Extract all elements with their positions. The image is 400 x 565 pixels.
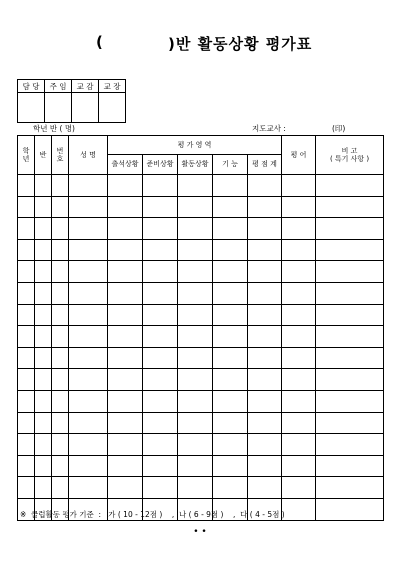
- evaluation-table: [17, 135, 384, 521]
- table-cell[interactable]: [143, 261, 178, 283]
- table-cell[interactable]: [108, 304, 143, 326]
- table-cell[interactable]: [69, 196, 108, 218]
- table-cell[interactable]: [178, 455, 213, 477]
- table-cell[interactable]: [69, 369, 108, 391]
- table-cell[interactable]: [52, 304, 69, 326]
- table-cell[interactable]: [108, 369, 143, 391]
- table-cell[interactable]: [35, 239, 52, 261]
- table-cell[interactable]: [316, 434, 384, 456]
- page-marker: • •: [193, 527, 207, 537]
- table-cell[interactable]: [108, 218, 143, 240]
- table-cell[interactable]: [248, 282, 282, 304]
- table-cell[interactable]: [248, 477, 282, 499]
- table-row: [18, 282, 384, 304]
- table-cell[interactable]: [35, 390, 52, 412]
- table-cell[interactable]: [143, 477, 178, 499]
- table-cell[interactable]: [143, 196, 178, 218]
- table-cell[interactable]: [248, 239, 282, 261]
- table-cell[interactable]: [316, 477, 384, 499]
- table-cell[interactable]: [213, 434, 248, 456]
- table-cell[interactable]: [282, 347, 316, 369]
- table-row: [18, 239, 384, 261]
- table-cell[interactable]: [282, 218, 316, 240]
- table-cell[interactable]: [69, 434, 108, 456]
- table-cell[interactable]: [178, 239, 213, 261]
- table-cell[interactable]: [52, 261, 69, 283]
- table-cell[interactable]: [213, 218, 248, 240]
- table-cell[interactable]: [248, 218, 282, 240]
- table-cell[interactable]: [213, 326, 248, 348]
- table-cell[interactable]: [18, 326, 35, 348]
- table-cell[interactable]: [52, 455, 69, 477]
- table-cell[interactable]: [143, 434, 178, 456]
- table-cell[interactable]: [248, 326, 282, 348]
- table-cell[interactable]: [248, 304, 282, 326]
- table-cell[interactable]: [316, 390, 384, 412]
- table-row: [18, 477, 384, 499]
- table-cell[interactable]: [143, 304, 178, 326]
- table-cell[interactable]: [213, 196, 248, 218]
- table-cell[interactable]: [282, 304, 316, 326]
- table-cell[interactable]: [52, 326, 69, 348]
- table-cell[interactable]: [248, 261, 282, 283]
- table-cell[interactable]: [178, 477, 213, 499]
- table-row: [18, 261, 384, 283]
- header-class: 반: [35, 136, 52, 175]
- table-cell[interactable]: [69, 239, 108, 261]
- table-cell[interactable]: [108, 347, 143, 369]
- table-cell[interactable]: [178, 347, 213, 369]
- teacher-label: 지도교사 :: [252, 124, 286, 133]
- table-cell[interactable]: [213, 304, 248, 326]
- table-cell[interactable]: [35, 455, 52, 477]
- table-cell[interactable]: [35, 326, 52, 348]
- title-text: )반 활동상황 평가표: [168, 35, 313, 53]
- table-cell[interactable]: [178, 326, 213, 348]
- table-cell[interactable]: [35, 282, 52, 304]
- table-cell[interactable]: [18, 455, 35, 477]
- approval-sign-cell[interactable]: [99, 93, 126, 123]
- table-cell[interactable]: [18, 347, 35, 369]
- approval-header-manager: 담 당: [18, 80, 45, 93]
- table-cell[interactable]: [316, 175, 384, 197]
- table-cell[interactable]: [35, 175, 52, 197]
- table-row: [18, 455, 384, 477]
- table-cell[interactable]: [108, 175, 143, 197]
- table-cell[interactable]: [282, 196, 316, 218]
- table-cell[interactable]: [108, 390, 143, 412]
- table-cell[interactable]: [143, 218, 178, 240]
- table-cell[interactable]: [69, 412, 108, 434]
- table-cell[interactable]: [35, 412, 52, 434]
- table-cell[interactable]: [52, 218, 69, 240]
- header-preparation: 준비상황: [143, 155, 178, 175]
- table-cell[interactable]: [178, 390, 213, 412]
- table-cell[interactable]: [248, 455, 282, 477]
- table-cell[interactable]: [316, 304, 384, 326]
- header-eval-area: 평 가 영 역: [108, 136, 282, 155]
- table-cell[interactable]: [316, 261, 384, 283]
- approval-sign-cell[interactable]: [45, 93, 72, 123]
- table-cell[interactable]: [248, 347, 282, 369]
- header-number: 번 호: [52, 136, 69, 175]
- table-row: [18, 304, 384, 326]
- table-cell[interactable]: [178, 369, 213, 391]
- table-cell[interactable]: [282, 282, 316, 304]
- table-row: [18, 196, 384, 218]
- header-name: 성 명: [69, 136, 108, 175]
- table-cell[interactable]: [35, 369, 52, 391]
- approval-box: [17, 79, 126, 123]
- header-attendance: 출석상황: [108, 155, 143, 175]
- table-cell[interactable]: [52, 390, 69, 412]
- table-cell[interactable]: [282, 175, 316, 197]
- table-cell[interactable]: [316, 196, 384, 218]
- table-row: [18, 175, 384, 197]
- table-cell[interactable]: [213, 412, 248, 434]
- table-cell[interactable]: [178, 261, 213, 283]
- table-cell[interactable]: [143, 239, 178, 261]
- table-cell[interactable]: [69, 326, 108, 348]
- header-activity: 활동상황: [178, 155, 213, 175]
- table-cell[interactable]: [52, 412, 69, 434]
- table-row: [18, 369, 384, 391]
- table-cell[interactable]: [69, 347, 108, 369]
- table-cell[interactable]: [213, 477, 248, 499]
- table-cell[interactable]: [69, 175, 108, 197]
- table-cell[interactable]: [18, 261, 35, 283]
- table-cell[interactable]: [108, 477, 143, 499]
- table-cell[interactable]: [69, 455, 108, 477]
- table-cell[interactable]: [52, 434, 69, 456]
- table-cell[interactable]: [213, 282, 248, 304]
- table-cell[interactable]: [178, 175, 213, 197]
- table-cell[interactable]: [282, 390, 316, 412]
- table-cell[interactable]: [316, 369, 384, 391]
- seal-mark: (印): [332, 124, 346, 133]
- header-remark: 비 고 ( 특기 사항 ): [316, 136, 384, 175]
- table-cell[interactable]: [213, 239, 248, 261]
- table-cell[interactable]: [282, 369, 316, 391]
- table-cell[interactable]: [316, 282, 384, 304]
- table-cell[interactable]: [35, 477, 52, 499]
- table-cell[interactable]: [316, 412, 384, 434]
- table-cell[interactable]: [282, 326, 316, 348]
- table-cell[interactable]: [316, 347, 384, 369]
- table-cell[interactable]: [108, 455, 143, 477]
- table-cell[interactable]: [178, 196, 213, 218]
- table-cell[interactable]: [248, 390, 282, 412]
- table-row: [18, 347, 384, 369]
- table-cell[interactable]: [316, 326, 384, 348]
- table-cell[interactable]: [108, 239, 143, 261]
- table-cell[interactable]: [316, 218, 384, 240]
- table-cell[interactable]: [108, 326, 143, 348]
- evaluation-criteria-note: ※ 클럽활동 평가 기준 : 가 ( 10 - 12점 ) , 나 ( 6 - 9점 ) , 다 ( 4 - 5점 ): [20, 510, 285, 519]
- table-cell[interactable]: [69, 390, 108, 412]
- header-skill: 기 능: [213, 155, 248, 175]
- table-cell[interactable]: [213, 175, 248, 197]
- table-cell[interactable]: [35, 434, 52, 456]
- table-cell[interactable]: [143, 455, 178, 477]
- table-cell[interactable]: [178, 218, 213, 240]
- table-cell[interactable]: [35, 196, 52, 218]
- table-cell[interactable]: [52, 196, 69, 218]
- table-cell[interactable]: [213, 261, 248, 283]
- table-cell[interactable]: [248, 434, 282, 456]
- table-cell[interactable]: [69, 218, 108, 240]
- table-cell[interactable]: [213, 369, 248, 391]
- table-cell[interactable]: [282, 261, 316, 283]
- table-cell[interactable]: [35, 261, 52, 283]
- table-cell[interactable]: [18, 412, 35, 434]
- table-cell[interactable]: [108, 434, 143, 456]
- table-cell[interactable]: [18, 218, 35, 240]
- table-cell[interactable]: [18, 304, 35, 326]
- title-open-paren: (: [96, 33, 104, 51]
- approval-sign-cell[interactable]: [18, 93, 45, 123]
- approval-sign-cell[interactable]: [72, 93, 99, 123]
- table-cell[interactable]: [69, 261, 108, 283]
- header-score-total: 평 점 계: [248, 155, 282, 175]
- table-cell[interactable]: [108, 261, 143, 283]
- table-cell[interactable]: [18, 390, 35, 412]
- table-cell[interactable]: [143, 282, 178, 304]
- table-cell[interactable]: [143, 326, 178, 348]
- table-cell[interactable]: [52, 369, 69, 391]
- table-cell[interactable]: [18, 477, 35, 499]
- table-cell[interactable]: [282, 412, 316, 434]
- table-cell[interactable]: [35, 218, 52, 240]
- table-cell[interactable]: [69, 282, 108, 304]
- table-cell[interactable]: [143, 369, 178, 391]
- approval-header-principal: 교 장: [99, 80, 126, 93]
- table-cell[interactable]: [282, 434, 316, 456]
- table-cell[interactable]: [18, 282, 35, 304]
- table-cell[interactable]: [18, 434, 35, 456]
- table-cell[interactable]: [52, 282, 69, 304]
- header-grade: 학 년: [18, 136, 35, 175]
- table-cell[interactable]: [213, 390, 248, 412]
- table-cell[interactable]: [178, 282, 213, 304]
- table-cell[interactable]: [18, 369, 35, 391]
- table-cell[interactable]: [248, 412, 282, 434]
- table-cell[interactable]: [213, 455, 248, 477]
- table-cell[interactable]: [143, 390, 178, 412]
- table-cell[interactable]: [213, 347, 248, 369]
- table-cell[interactable]: [282, 239, 316, 261]
- table-cell[interactable]: [178, 304, 213, 326]
- table-cell[interactable]: [52, 175, 69, 197]
- table-row: [18, 326, 384, 348]
- table-row: [18, 218, 384, 240]
- table-cell[interactable]: [18, 196, 35, 218]
- table-row: [18, 390, 384, 412]
- table-cell[interactable]: [108, 196, 143, 218]
- table-cell[interactable]: [316, 455, 384, 477]
- table-cell[interactable]: [108, 412, 143, 434]
- table-cell[interactable]: [143, 175, 178, 197]
- table-cell[interactable]: [108, 282, 143, 304]
- table-cell[interactable]: [248, 175, 282, 197]
- header-grade-eval: 평 어: [282, 136, 316, 175]
- table-cell[interactable]: [178, 434, 213, 456]
- table-cell[interactable]: [282, 455, 316, 477]
- grade-class-count: 학년 반 ( 명): [33, 124, 75, 133]
- table-cell[interactable]: [52, 239, 69, 261]
- table-cell[interactable]: [69, 477, 108, 499]
- document-title: [0, 33, 400, 57]
- table-cell[interactable]: [316, 239, 384, 261]
- table-cell[interactable]: [35, 347, 52, 369]
- approval-header-vice-principal: 교 감: [72, 80, 99, 93]
- table-cell[interactable]: [52, 347, 69, 369]
- table-cell[interactable]: [143, 412, 178, 434]
- table-cell[interactable]: [35, 304, 52, 326]
- table-cell[interactable]: [248, 196, 282, 218]
- table-cell[interactable]: [18, 175, 35, 197]
- table-row: [18, 434, 384, 456]
- table-cell[interactable]: [18, 239, 35, 261]
- table-cell[interactable]: [282, 477, 316, 499]
- approval-header-chief: 주 임: [45, 80, 72, 93]
- table-row: [18, 412, 384, 434]
- table-cell[interactable]: [52, 477, 69, 499]
- table-cell[interactable]: [248, 369, 282, 391]
- table-cell[interactable]: [143, 347, 178, 369]
- table-cell[interactable]: [69, 304, 108, 326]
- table-cell[interactable]: [178, 412, 213, 434]
